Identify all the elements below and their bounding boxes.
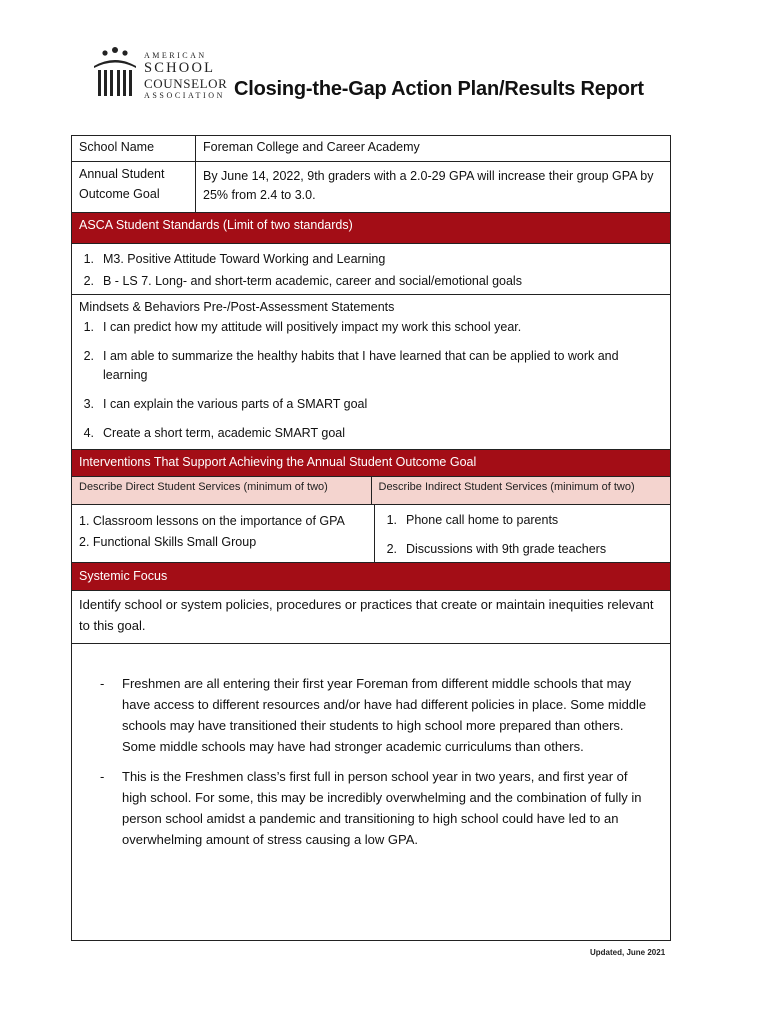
mindset-item-2 bbox=[72, 347, 663, 385]
indirect-text: Discussions with 9th grade teachers bbox=[406, 542, 607, 556]
standard-item-2 bbox=[72, 270, 670, 292]
direct-service-item: 2. Functional Skills Small Group bbox=[79, 535, 257, 549]
indirect-services bbox=[375, 505, 670, 562]
standard-text: M3. Positive Attitude Toward Working and Learning bbox=[103, 252, 386, 266]
mindset-text: Create a short term, academic SMART goal bbox=[103, 426, 345, 440]
systemic-prompt: Identify school or system policies, procedures or practices that create or maintain inequities relevant to this goal. bbox=[72, 591, 670, 644]
services-row bbox=[72, 505, 670, 563]
dash-marker: - bbox=[100, 676, 105, 691]
interventions-header: Interventions That Support Achieving the Annual Student Outcome Goal bbox=[72, 450, 670, 477]
mindset-text: I can explain the various parts of a SMART goal bbox=[103, 397, 368, 411]
direct-services bbox=[72, 505, 375, 562]
goal-value: By June 14, 2022, 9th graders with a 2.0-29 GPA will increase their group GPA by 25% from 2.4 to 3.0. bbox=[203, 169, 654, 202]
systemic-bullet-text: This is the Freshmen class’s first full in person school year in two years, and first year of high school. For some, this may be incredibly overwhelming and the combination of fully in person school amidst a pandemic and transitioning to high school could have led to an overwhelming amount of stress causing a low GPA. bbox=[122, 769, 642, 847]
school-name-value: Foreman College and Career Academy bbox=[203, 140, 420, 154]
standard-num: 2. bbox=[83, 274, 94, 288]
systemic-bullet-2 bbox=[72, 766, 670, 850]
mindset-item-1 bbox=[72, 318, 663, 337]
mindset-text: I can predict how my attitude will positively impact my work this school year. bbox=[103, 320, 522, 334]
school-name-label: School Name bbox=[72, 136, 196, 161]
standards-list bbox=[72, 244, 670, 295]
mindset-num: 3. bbox=[83, 397, 94, 411]
indirect-num: 2. bbox=[386, 542, 397, 556]
standards-header: ASCA Student Standards (Limit of two standards) bbox=[72, 213, 670, 244]
updated-footer: Updated, June 2021 bbox=[590, 948, 666, 957]
goal-row bbox=[72, 162, 670, 213]
standard-num: 1. bbox=[83, 252, 94, 266]
logo-line-counselor: COUNSELOR bbox=[144, 75, 228, 91]
page-title: Closing-the-Gap Action Plan/Results Report bbox=[234, 78, 644, 100]
logo-line-american: AMERICAN bbox=[144, 51, 207, 60]
dash-marker: - bbox=[100, 769, 105, 784]
logo-line-school: SCHOOL bbox=[144, 60, 216, 76]
direct-service-item: 1. Classroom lessons on the importance of GPA bbox=[79, 514, 345, 528]
indirect-num: 1. bbox=[386, 513, 397, 527]
mindset-num: 2. bbox=[83, 349, 94, 363]
indirect-service-item-1 bbox=[375, 511, 663, 530]
mindsets-section bbox=[72, 295, 670, 450]
logo-line-association: ASSOCIATION bbox=[144, 90, 226, 100]
systemic-response bbox=[72, 644, 670, 940]
school-name-row bbox=[72, 136, 670, 162]
systemic-focus-header: Systemic Focus bbox=[72, 563, 670, 591]
mindset-num: 1. bbox=[83, 320, 94, 334]
mindset-text: I am able to summarize the healthy habits that I have learned that can be applied to work and learning bbox=[103, 349, 619, 382]
mindsets-header: Mindsets & Behaviors Pre-/Post-Assessment Statements bbox=[79, 300, 395, 314]
standard-item-1 bbox=[72, 248, 670, 270]
indirect-service-item-2 bbox=[375, 540, 663, 559]
mindset-item-3 bbox=[72, 395, 663, 414]
systemic-bullet-text: Freshmen are all entering their first year Foreman from different middle schools that may have access to different resources and/or have had different policies in place. Some middle schools may have transitioned their students to high school more prepared than others. Some middle schools may have had stronger academic curriculums than others. bbox=[122, 676, 647, 754]
mindset-num: 4. bbox=[83, 426, 94, 440]
direct-services-header: Describe Direct Student Services (minimum of two) bbox=[72, 477, 372, 504]
standard-text: B - LS 7. Long- and short-term academic, career and social/emotional goals bbox=[103, 274, 522, 288]
services-subheader bbox=[72, 477, 670, 505]
mindset-item-4 bbox=[72, 424, 663, 443]
systemic-bullet-1 bbox=[72, 673, 670, 757]
logo-wordmark bbox=[144, 52, 227, 100]
indirect-services-header: Describe Indirect Student Services (minimum of two) bbox=[378, 481, 635, 493]
goal-label: Annual Student Outcome Goal bbox=[72, 162, 196, 212]
action-plan-table bbox=[71, 135, 671, 941]
indirect-text: Phone call home to parents bbox=[406, 513, 559, 527]
